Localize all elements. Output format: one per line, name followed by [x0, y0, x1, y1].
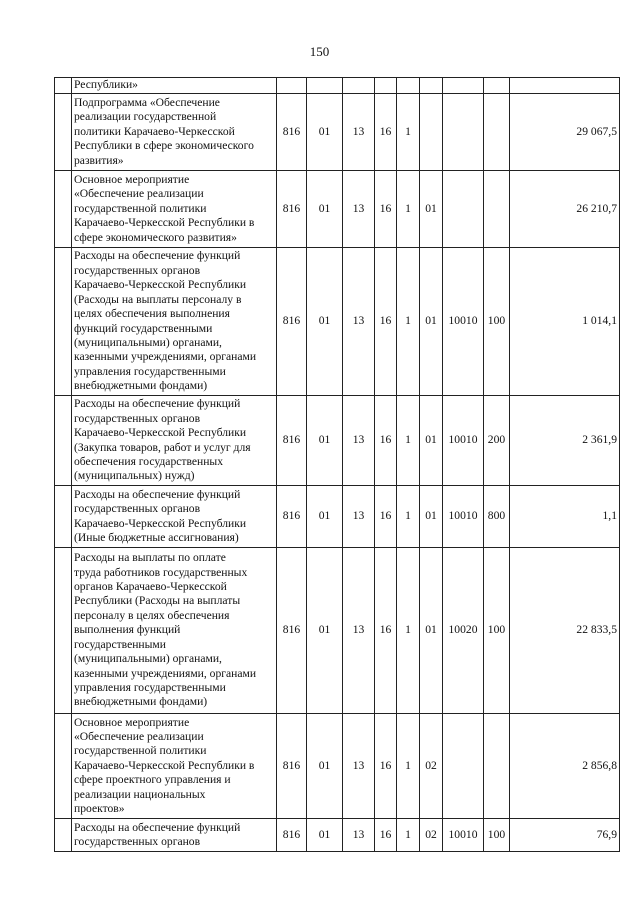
description-line: сфере проектного управления и	[74, 773, 231, 787]
description-line: внебюджетными фондами)	[74, 695, 208, 709]
description-line: Расходы на выплаты по оплате	[74, 551, 226, 565]
row-gutter-cell	[55, 171, 72, 248]
subprogram-code-cell: 1	[397, 486, 420, 548]
table-row	[55, 78, 620, 94]
section-code-cell	[307, 78, 343, 94]
amount-cell: 1,1	[510, 486, 620, 548]
program-code-cell: 16	[375, 171, 397, 248]
ministry-code-cell: 816	[277, 396, 307, 486]
subprogram-code-cell	[397, 78, 420, 94]
activity-code-cell: 02	[420, 819, 443, 852]
row-gutter-cell	[55, 396, 72, 486]
activity-code-cell: 01	[420, 248, 443, 396]
description-line: казенными учреждениями, органами	[74, 666, 257, 680]
ministry-code-cell	[277, 78, 307, 94]
table-row	[55, 248, 620, 396]
description-line: Карачаево-Черкесской Республики	[74, 278, 247, 292]
amount-cell: 1 014,1	[510, 248, 620, 396]
expense-type-cell	[484, 714, 510, 819]
section-code-cell: 01	[307, 248, 343, 396]
page-number: 150	[309, 44, 330, 59]
row-gutter-cell	[55, 94, 72, 171]
direction-code-cell: 10010	[443, 396, 484, 486]
description-line: Карачаево-Черкесской Республики	[74, 426, 247, 440]
activity-code-cell: 01	[420, 171, 443, 248]
description-line: (Закупка товаров, работ и услуг для	[74, 440, 251, 454]
description-line: Расходы на обеспечение функций	[74, 487, 241, 501]
direction-code-cell: 10010	[443, 819, 484, 852]
direction-code-cell: 10010	[443, 486, 484, 548]
program-code-cell: 16	[375, 248, 397, 396]
description-line: Подпрограмма «Обеспечение	[74, 95, 220, 109]
description-line: государственных органов	[74, 502, 201, 516]
subsection-code-cell: 13	[343, 714, 375, 819]
description-line: государственных органов	[74, 835, 201, 848]
program-code-cell: 16	[375, 548, 397, 714]
description-line: проектов»	[74, 802, 125, 816]
description-line: внебюджетными фондами)	[74, 379, 208, 393]
description-cell	[72, 714, 277, 819]
row-gutter-cell	[55, 78, 72, 94]
subprogram-code-cell: 1	[397, 94, 420, 171]
section-code-cell: 01	[307, 486, 343, 548]
direction-code-cell	[443, 171, 484, 248]
description-line: персоналу в целях обеспечения	[74, 608, 230, 622]
activity-code-cell: 01	[420, 548, 443, 714]
subsection-code-cell: 13	[343, 171, 375, 248]
table-row	[55, 548, 620, 714]
amount-cell	[510, 78, 620, 94]
subprogram-code-cell: 1	[397, 248, 420, 396]
description-line: государственных органов	[74, 263, 201, 277]
row-gutter-cell	[55, 819, 72, 852]
description-line: политики Карачаево-Черкесской	[74, 124, 235, 138]
description-line: «Обеспечение реализации	[74, 187, 204, 201]
description-line: органов Карачаево-Черкесской	[74, 580, 227, 594]
subprogram-code-cell: 1	[397, 396, 420, 486]
description-line: Республики»	[74, 78, 138, 92]
description-line: государственной политики	[74, 744, 207, 758]
ministry-code-cell: 816	[277, 171, 307, 248]
description-line: труда работников государственных	[74, 565, 248, 579]
table-row	[55, 714, 620, 819]
ministry-code-cell: 816	[277, 94, 307, 171]
activity-code-cell	[420, 78, 443, 94]
row-gutter-cell	[55, 548, 72, 714]
description-line: Карачаево-Черкесской Республики	[74, 516, 247, 530]
description-line: «Обеспечение реализации	[74, 729, 204, 743]
section-code-cell: 01	[307, 171, 343, 248]
description-line: Основное мероприятие	[74, 172, 190, 186]
subsection-code-cell: 13	[343, 248, 375, 396]
section-code-cell: 01	[307, 548, 343, 714]
description-line: (Расходы на выплаты персоналу в	[74, 292, 242, 306]
description-line: (Иные бюджетные ассигнования)	[74, 530, 239, 544]
description-cell	[72, 548, 277, 714]
section-code-cell: 01	[307, 94, 343, 171]
table-row	[55, 486, 620, 548]
expense-type-cell: 800	[484, 486, 510, 548]
description-line: реализации национальных	[74, 787, 206, 801]
program-code-cell: 16	[375, 94, 397, 171]
subprogram-code-cell: 1	[397, 819, 420, 852]
section-code-cell: 01	[307, 714, 343, 819]
description-line: государственными	[74, 637, 166, 651]
expense-type-cell	[484, 94, 510, 171]
subsection-code-cell: 13	[343, 548, 375, 714]
ministry-code-cell: 816	[277, 486, 307, 548]
description-line: управления государственными	[74, 364, 226, 378]
description-line: Расходы на обеспечение функций	[74, 820, 241, 834]
description-cell	[72, 396, 277, 486]
amount-cell: 26 210,7	[510, 171, 620, 248]
description-line: государственных органов	[74, 411, 201, 425]
row-gutter-cell	[55, 486, 72, 548]
row-gutter-cell	[55, 714, 72, 819]
description-line: управления государственными	[74, 680, 226, 694]
description-line: (муниципальных) нужд)	[74, 469, 195, 483]
activity-code-cell: 02	[420, 714, 443, 819]
ministry-code-cell: 816	[277, 548, 307, 714]
program-code-cell: 16	[375, 396, 397, 486]
subsection-code-cell: 13	[343, 819, 375, 852]
table-body	[55, 78, 620, 852]
amount-cell: 2 361,9	[510, 396, 620, 486]
program-code-cell: 16	[375, 714, 397, 819]
amount-cell: 29 067,5	[510, 94, 620, 171]
description-line: (муниципальными) органами,	[74, 335, 222, 349]
description-cell	[72, 486, 277, 548]
ministry-code-cell: 816	[277, 714, 307, 819]
description-line: сфере экономического развития»	[74, 230, 237, 244]
description-line: целях обеспечения выполнения	[74, 307, 230, 321]
table-row	[55, 171, 620, 248]
ministry-code-cell: 816	[277, 819, 307, 852]
activity-code-cell	[420, 94, 443, 171]
description-cell	[72, 171, 277, 248]
description-line: выполнения функций	[74, 623, 181, 637]
expense-type-cell: 100	[484, 819, 510, 852]
program-code-cell	[375, 78, 397, 94]
direction-code-cell	[443, 714, 484, 819]
description-cell	[72, 78, 277, 94]
description-line: Расходы на обеспечение функций	[74, 397, 241, 411]
subsection-code-cell: 13	[343, 486, 375, 548]
subprogram-code-cell: 1	[397, 548, 420, 714]
expense-type-cell: 100	[484, 548, 510, 714]
section-code-cell: 01	[307, 396, 343, 486]
description-line: Расходы на обеспечение функций	[74, 249, 241, 263]
description-line: казенными учреждениями, органами	[74, 350, 257, 364]
description-line: обеспечения государственных	[74, 454, 224, 468]
program-code-cell: 16	[375, 486, 397, 548]
description-line: развития»	[74, 153, 124, 167]
description-cell	[72, 94, 277, 171]
description-cell	[72, 819, 277, 852]
subsection-code-cell: 13	[343, 396, 375, 486]
description-line: Республики в сфере экономического	[74, 139, 254, 153]
section-code-cell: 01	[307, 819, 343, 852]
direction-code-cell	[443, 94, 484, 171]
expense-type-cell	[484, 78, 510, 94]
subsection-code-cell	[343, 78, 375, 94]
description-line: Карачаево-Черкесской Республики в	[74, 216, 255, 230]
activity-code-cell: 01	[420, 396, 443, 486]
table-row	[55, 819, 620, 852]
budget-table	[54, 77, 620, 852]
subprogram-code-cell: 1	[397, 171, 420, 248]
description-line: государственной политики	[74, 201, 207, 215]
description-line: (муниципальными) органами,	[74, 652, 222, 666]
direction-code-cell: 10020	[443, 548, 484, 714]
direction-code-cell: 10010	[443, 248, 484, 396]
description-line: Карачаево-Черкесской Республики в	[74, 758, 255, 772]
description-line: Основное мероприятие	[74, 715, 190, 729]
activity-code-cell: 01	[420, 486, 443, 548]
description-line: функций государственными	[74, 321, 213, 335]
amount-cell: 22 833,5	[510, 548, 620, 714]
amount-cell: 76,9	[510, 819, 620, 852]
expense-type-cell: 100	[484, 248, 510, 396]
subsection-code-cell: 13	[343, 94, 375, 171]
description-line: реализации государственной	[74, 110, 217, 124]
description-cell	[72, 248, 277, 396]
ministry-code-cell: 816	[277, 248, 307, 396]
direction-code-cell	[443, 78, 484, 94]
description-line: Республики (Расходы на выплаты	[74, 594, 241, 608]
table-row	[55, 396, 620, 486]
expense-type-cell	[484, 171, 510, 248]
table-row	[55, 94, 620, 171]
program-code-cell: 16	[375, 819, 397, 852]
subprogram-code-cell: 1	[397, 714, 420, 819]
row-gutter-cell	[55, 248, 72, 396]
expense-type-cell: 200	[484, 396, 510, 486]
amount-cell: 2 856,8	[510, 714, 620, 819]
